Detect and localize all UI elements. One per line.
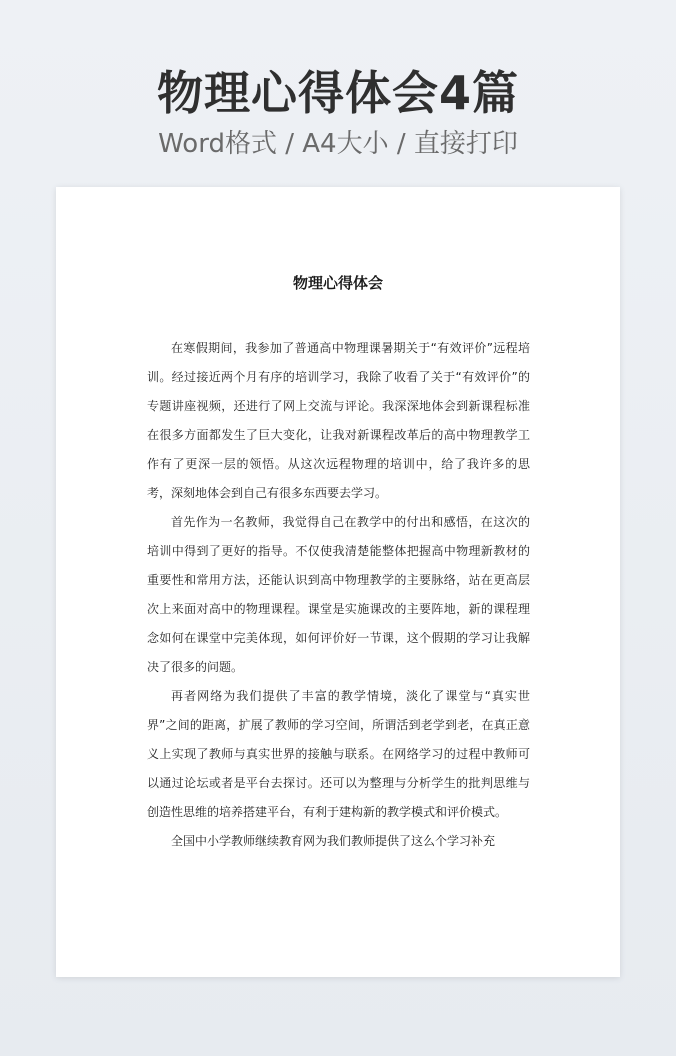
paragraph: 首先作为一名教师，我觉得自己在教学中的付出和感悟，在这次的培训中得到了更好的指导。不仅使我清楚能整体把握高中物理新教材的重要性和常用方法，还能认识到高中物理教学的主要脉络，站在更高层次上来面对高中的物理课程。课堂是实施课改的主要阵地，新的课程理念如何在课堂中完美体现，如何评价好一节课，这个假期的学习让我解决了很多的问题。 [147,515,530,674]
document-body [147,334,530,856]
paragraph: 全国中小学教师继续教育网为我们教师提供了这么个学习补充 [171,834,496,848]
header [0,62,676,162]
paragraph: 在寒假期间，我参加了普通高中物理课暑期关于“有效评价”远程培训。经过接近两个月有序的培训学习，我除了收看了关于“有效评价”的专题讲座视频，还进行了网上交流与评论。我深深地体会到新课程标准在很多方面都发生了巨大变化，让我对新课程改革后的高中物理教学工作有了更深一层的领悟。从这次远程物理的培训中，给了我许多的思考，深刻地体会到自己有很多东西要去学习。 [147,341,530,500]
page-title: 物理心得体会4篇 [156,66,519,120]
paragraph: 再者网络为我们提供了丰富的教学情境，淡化了课堂与“真实世界”之间的距离，扩展了教师的学习空间，所谓活到老学到老，在真正意义上实现了教师与真实世界的接触与联系。在网络学习的过程中教师可以通过论坛或者是平台去探讨。还可以为整理与分析学生的批判思维与创造性思维的培养搭建平台，有利于建构新的教学模式和评价模式。 [147,689,530,819]
document-title: 物理心得体会 [292,274,383,292]
page-subtitle: Word格式 / A4大小 / 直接打印 [158,129,518,159]
